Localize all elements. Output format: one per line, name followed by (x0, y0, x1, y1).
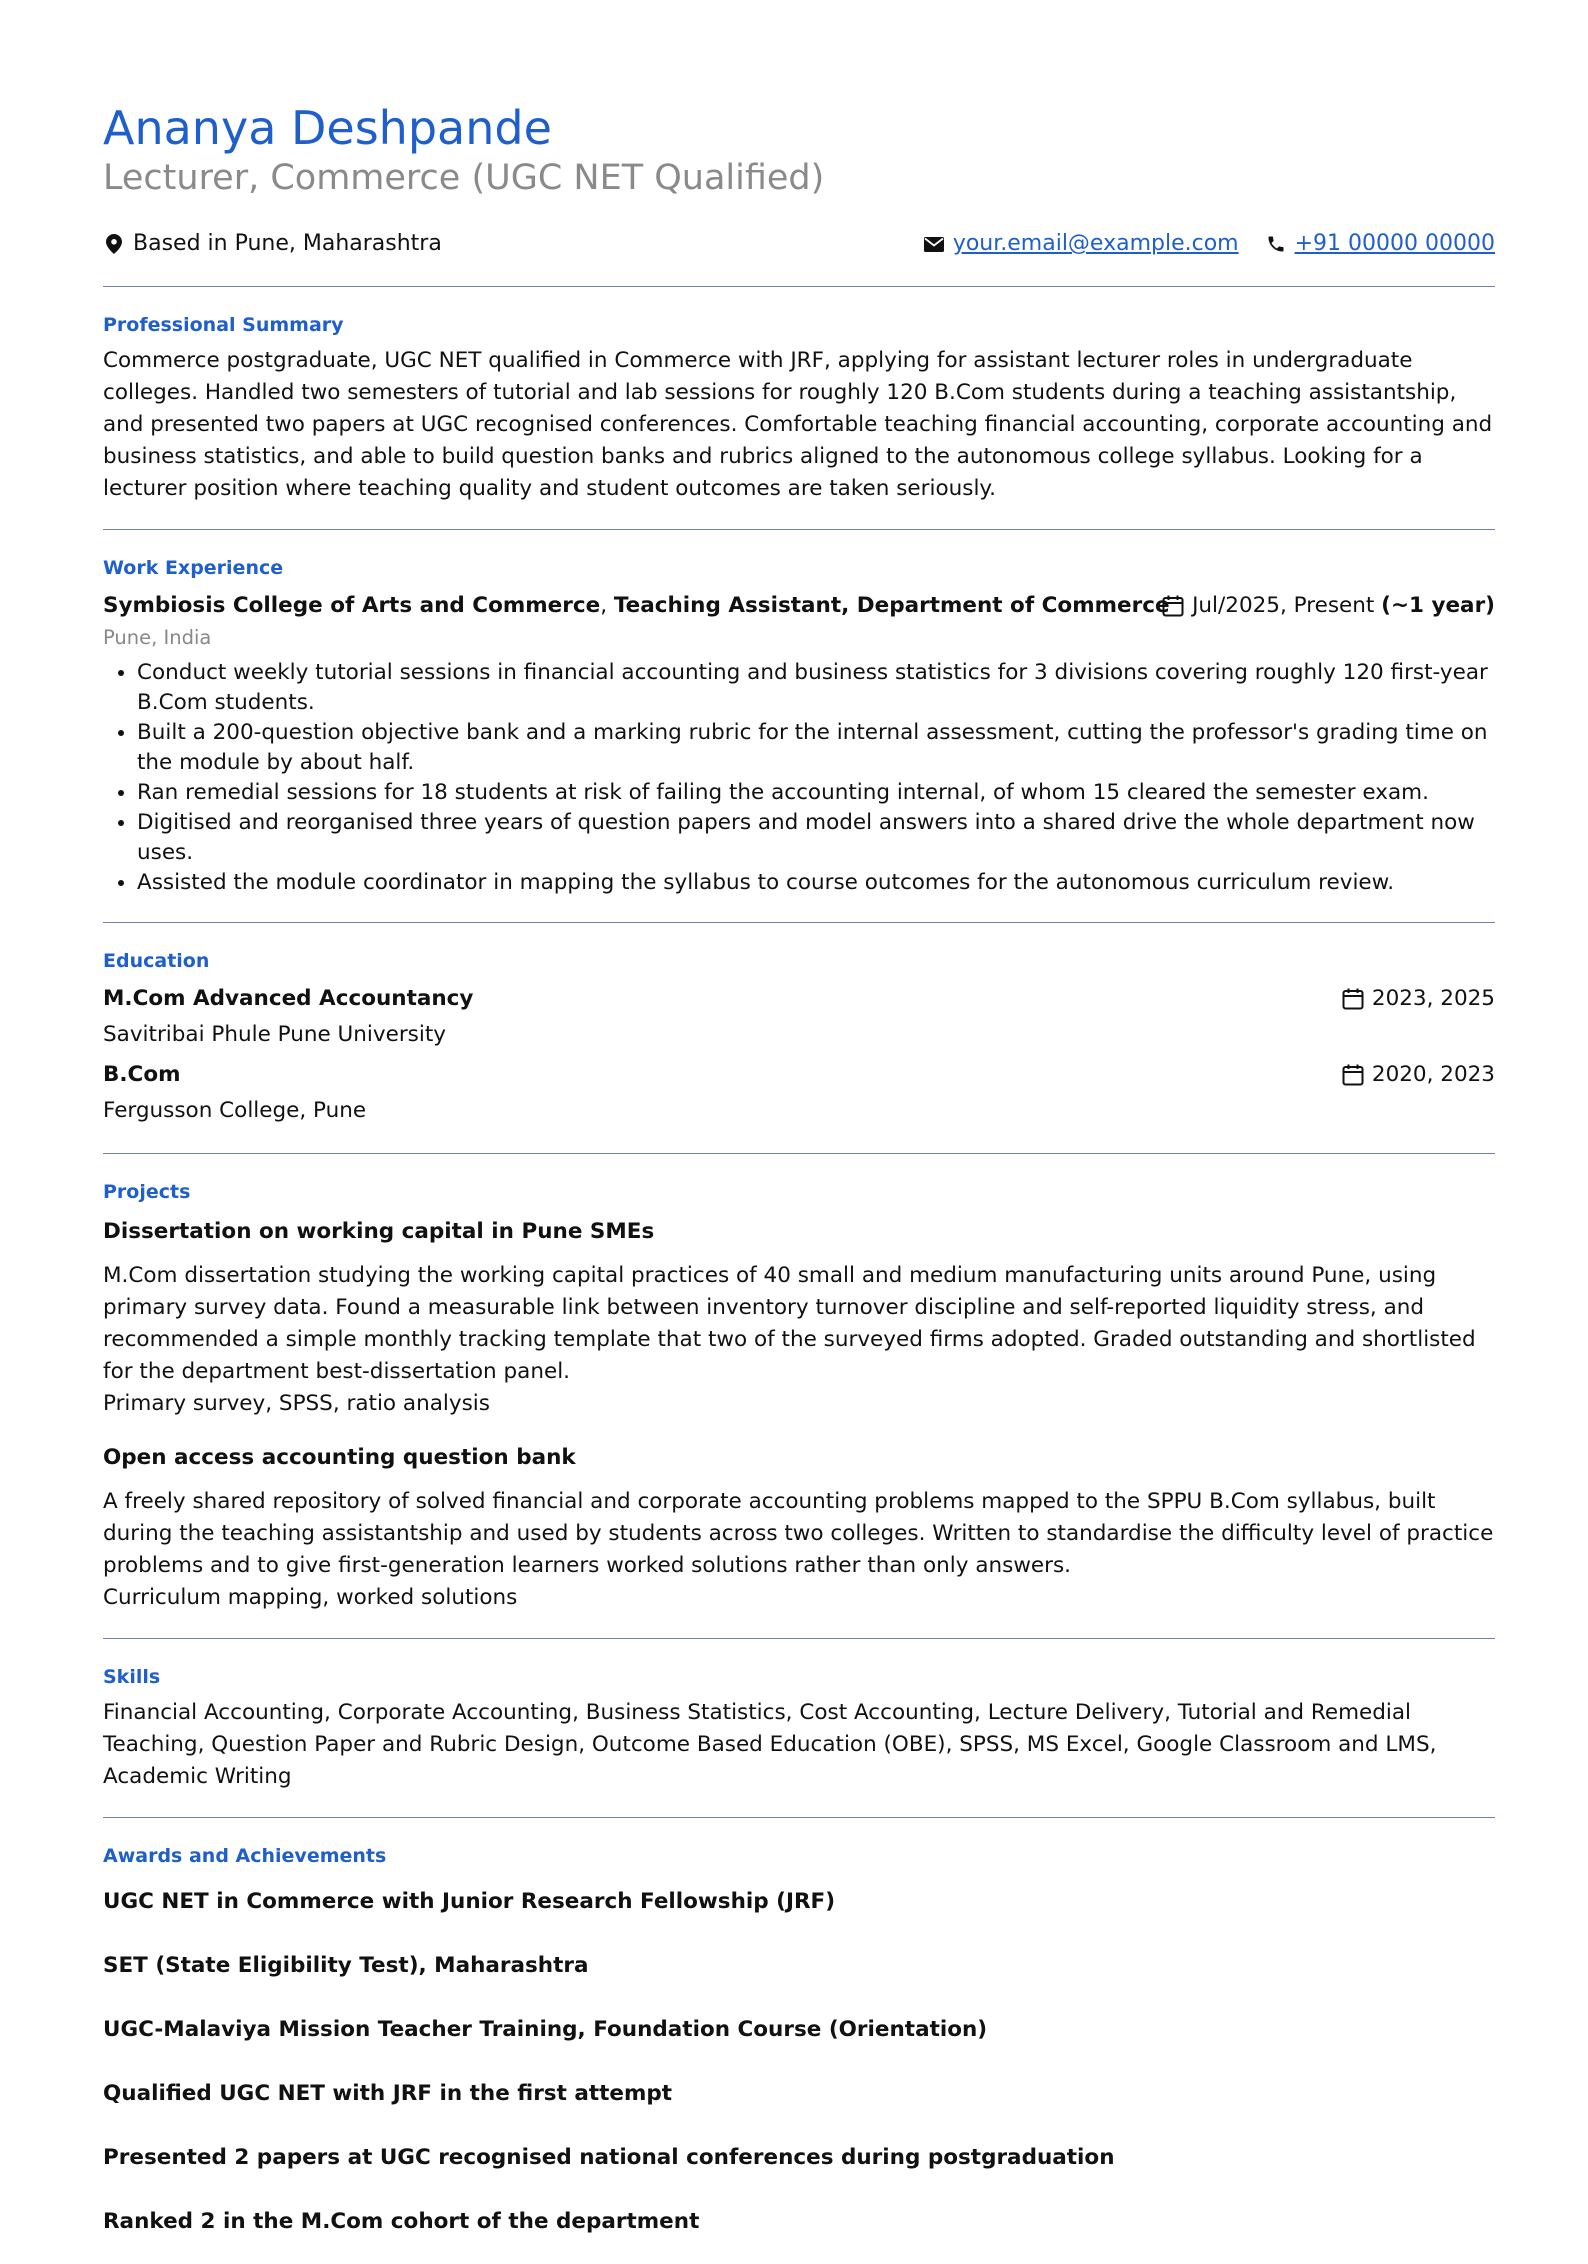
list-item: • Conduct weekly tutorial sessions in financial accounting and business statistics for 3 divisions covering roughly 120 first-year B.Com students. (137, 658, 1495, 718)
candidate-name: Ananya Deshpande (103, 101, 552, 155)
summary-section (103, 287, 1495, 529)
resume-page (103, 100, 1495, 2264)
award-item: SET (State Eligibility Test), Maharashtra (103, 1953, 589, 1978)
job-separator: , (600, 593, 614, 618)
education-section (103, 923, 1495, 1153)
education-date-range: 2020, 2023 (1371, 1062, 1495, 1087)
education-dates (1342, 1057, 1495, 1093)
job-location: Pune, India (103, 626, 212, 649)
work-section (103, 530, 1495, 922)
school-name: Savitribai Phule Pune University (103, 1022, 447, 1047)
awards-section (103, 1818, 1495, 2264)
job-bullets (103, 658, 1495, 898)
education-heading: Education (103, 950, 210, 972)
list-item: • Assisted the module coordinator in mapping the syllabus to course outcomes for the autonomous curriculum review. (137, 868, 1495, 898)
job-duration: (~1 year) (1381, 593, 1495, 618)
project-description: M.Com dissertation studying the working capital practices of 40 small and medium manufacturing units around Pune, using primary survey data. Found a measurable link between inventory turnover discipline and self-reported liquidity stress, and recommended a simple monthly tracking template that two of the surveyed firms adopted. Graded outstanding and shortlisted for the department best-dissertation panel. (103, 1263, 1476, 1384)
degree-title: B.Com (103, 1062, 181, 1087)
job-header (103, 588, 1495, 624)
project-title: Dissertation on working capital in Pune SMEs (103, 1219, 655, 1244)
project-tools: Curriculum mapping, worked solutions (103, 1585, 518, 1610)
awards-heading: Awards and Achievements (103, 1845, 387, 1867)
job-dates (1162, 588, 1495, 624)
calendar-icon (1162, 595, 1184, 617)
education-item (103, 981, 1495, 1017)
education-date-range: 2023, 2025 (1371, 986, 1495, 1011)
calendar-icon (1342, 1064, 1364, 1086)
education-dates (1342, 981, 1495, 1017)
work-heading: Work Experience (103, 557, 284, 579)
summary-heading: Professional Summary (103, 314, 344, 336)
award-item: Qualified UGC NET with JRF in the first attempt (103, 2081, 673, 2106)
projects-heading: Projects (103, 1181, 191, 1203)
job-role: Teaching Assistant, Department of Commerce (613, 593, 1170, 618)
award-item: Presented 2 papers at UGC recognised national conferences during postgraduation (103, 2145, 1115, 2170)
phone-link[interactable]: +91 00000 00000 (1294, 231, 1495, 256)
calendar-icon (1342, 988, 1364, 1010)
award-item: UGC NET in Commerce with Junior Research Fellowship (JRF) (103, 1889, 836, 1914)
project-description: A freely shared repository of solved financial and corporate accounting problems mapped to the SPPU B.Com syllabus, built during the teaching assistantship and used by students across two colleges. Written to standardise the difficulty level of practice problems and to give first-generation learners worked solutions rather than only answers. (103, 1489, 1494, 1578)
skills-section (103, 1639, 1495, 1817)
award-item: UGC-Malaviya Mission Teacher Training, Foundation Course (Orientation) (103, 2017, 988, 2042)
list-item: • Digitised and reorganised three years of question papers and model answers into a shared drive the whole department now uses. (137, 808, 1495, 868)
skills-text: Financial Accounting, Corporate Accounting, Business Statistics, Cost Accounting, Lecture Delivery, Tutorial and Remedial Teaching, Question Paper and Rubric Design, Outcome Based Education (OBE), SPSS, MS Excel, Google Classroom and LMS, Academic Writing (103, 1700, 1437, 1789)
degree-title: M.Com Advanced Accountancy (103, 986, 474, 1011)
contact-row (103, 224, 1495, 264)
envelope-icon (923, 233, 945, 255)
job-date-range: Jul/2025, Present (1192, 593, 1375, 618)
projects-section (103, 1154, 1495, 1638)
project-title: Open access accounting question bank (103, 1445, 576, 1470)
list-item: • Ran remedial sessions for 18 students at risk of failing the accounting internal, of whom 15 cleared the semester exam. (137, 778, 1495, 808)
location-text: Based in Pune, Maharashtra (133, 231, 442, 256)
list-item: • Built a 200-question objective bank and a marking rubric for the internal assessment, cutting the professor's grading time on the module by about half. (137, 718, 1495, 778)
award-item: Ranked 2 in the M.Com cohort of the department (103, 2209, 700, 2234)
location-pin-icon (103, 233, 125, 255)
phone-icon (1265, 233, 1287, 255)
school-name: Fergusson College, Pune (103, 1098, 367, 1123)
contact-links (923, 224, 1495, 264)
candidate-title: Lecturer, Commerce (UGC NET Qualified) (103, 158, 825, 198)
skills-heading: Skills (103, 1666, 161, 1688)
email-link[interactable]: your.email@example.com (952, 231, 1239, 256)
education-item (103, 1057, 1495, 1093)
contact-location (103, 224, 442, 264)
summary-text: Commerce postgraduate, UGC NET qualified in Commerce with JRF, applying for assistant lecturer roles in undergraduate colleges. Handled two semesters of tutorial and lab sessions for roughly 120 B.Com students during a teaching assistantship, and presented two papers at UGC recognised conferences. Comfortable teaching financial accounting, corporate accounting and business statistics, and able to build question banks and rubrics aligned to the autonomous college syllabus. Looking for a lecturer position where teaching quality and student outcomes are taken seriously. (103, 348, 1493, 501)
job-org: Symbiosis College of Arts and Commerce (103, 593, 601, 618)
project-tools: Primary survey, SPSS, ratio analysis (103, 1391, 490, 1416)
